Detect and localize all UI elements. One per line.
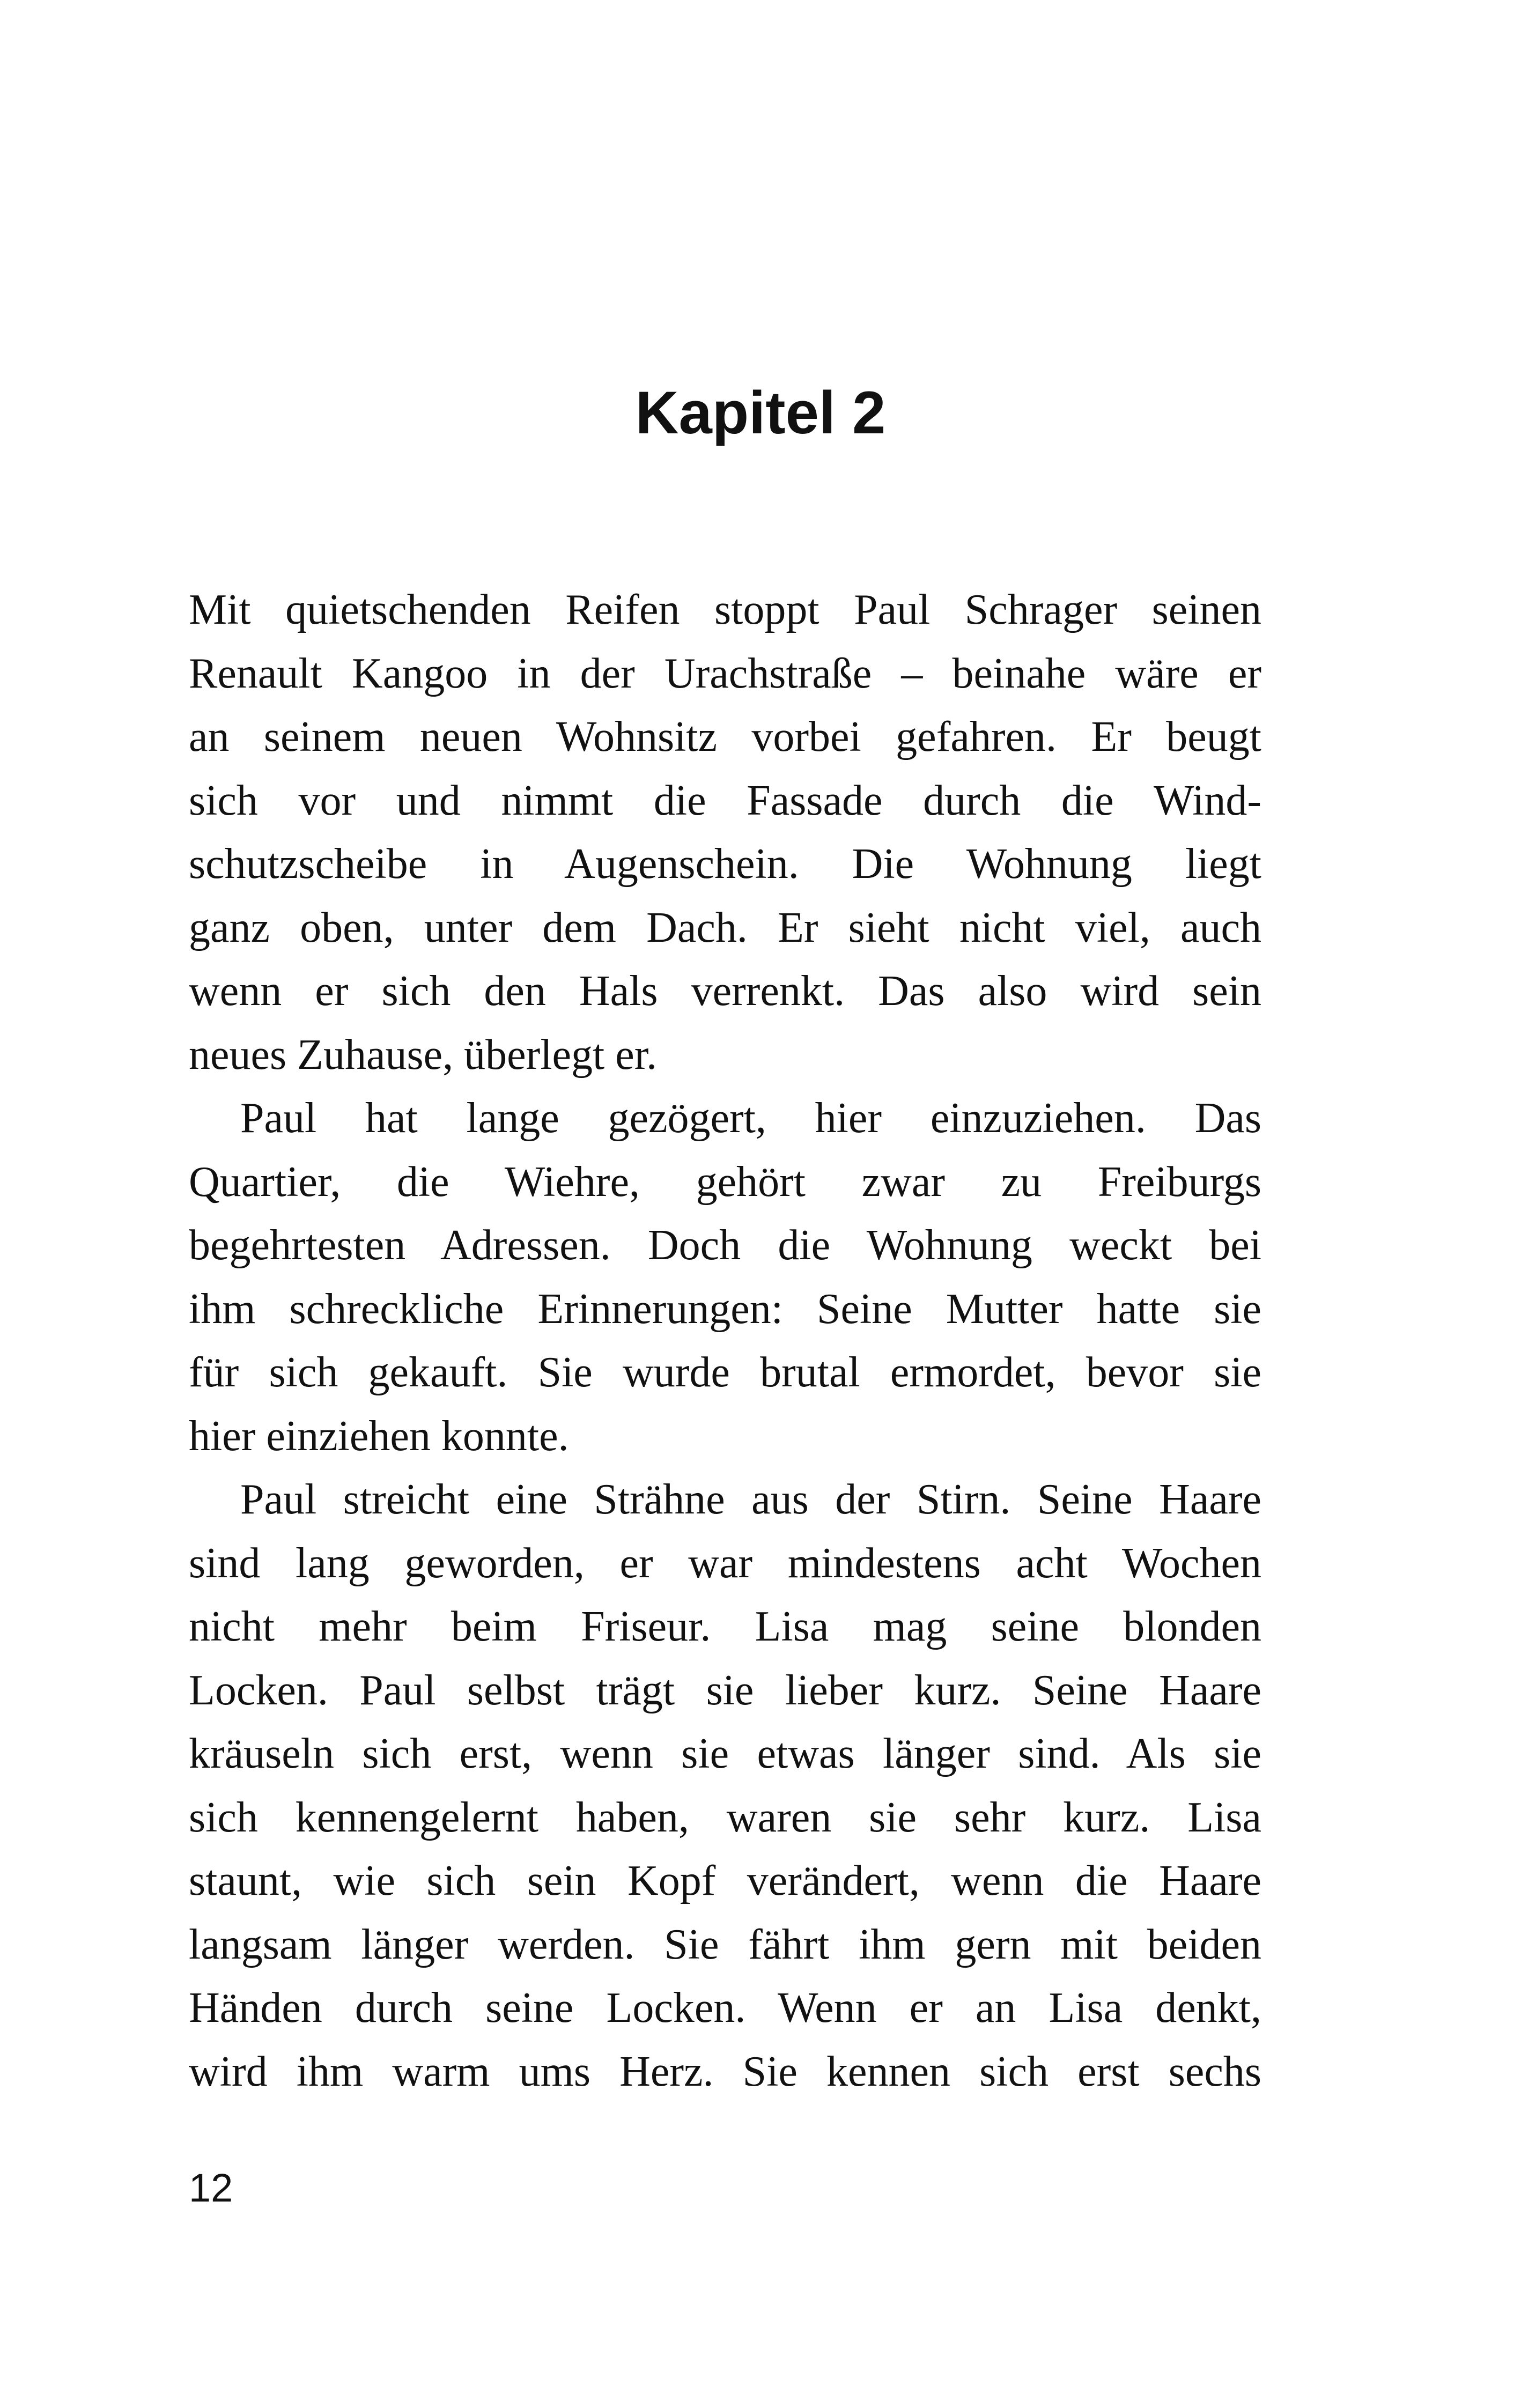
text-line: an seinem neuen Wohnsitz vorbei gefahren. Er beugt — [189, 713, 1261, 760]
text-line: Paul streicht eine Strähne aus der Stirn. Seine Haare — [240, 1476, 1261, 1523]
text-line: sich vor und nimmt die Fassade durch die Wind- — [189, 777, 1261, 824]
text-line: ganz oben, unter dem Dach. Er sieht nicht viel, auch — [189, 904, 1261, 951]
text-line: schutzscheibe in Augenschein. Die Wohnung liegt — [189, 840, 1261, 888]
text-line: sind lang geworden, er war mindestens acht Wochen — [189, 1539, 1261, 1587]
paragraph-2 — [189, 1087, 1261, 1468]
text-line: Renault Kangoo in der Urachstraße – beinahe wäre er — [189, 649, 1261, 697]
text-line: wenn er sich den Hals verrenkt. Das also wird sein — [189, 967, 1261, 1015]
text-line: begehrtesten Adressen. Doch die Wohnung weckt bei — [189, 1222, 1261, 1269]
text-line: nicht mehr beim Friseur. Lisa mag seine blonden — [189, 1603, 1261, 1650]
text-line: Mit quietschenden Reifen stoppt Paul Schrager seinen — [189, 586, 1261, 633]
text-line: langsam länger werden. Sie fährt ihm gern mit beiden — [189, 1921, 1261, 1968]
text-line: Paul hat lange gezögert, hier einzuziehen. Das — [240, 1095, 1261, 1142]
text-line: Händen durch seine Locken. Wenn er an Lisa denkt, — [189, 1984, 1261, 2032]
text-line: ihm schreckliche Erinnerungen: Seine Mutter hatte sie — [189, 1285, 1261, 1333]
chapter-title: Kapitel 2 — [635, 379, 886, 446]
text-line: Quartier, die Wiehre, gehört zwar zu Freiburgs — [189, 1158, 1261, 1206]
text-line: wird ihm warm ums Herz. Sie kennen sich erst sechs — [189, 2048, 1261, 2095]
text-line: Locken. Paul selbst trägt sie lieber kurz. Seine Haare — [189, 1666, 1261, 1714]
text-line: neues Zuhause, überlegt er. — [189, 1031, 658, 1079]
text-line: sich kennengelernt haben, waren sie sehr kurz. Lisa — [189, 1793, 1261, 1841]
body-text — [189, 578, 1261, 2103]
paragraph-3 — [189, 1468, 1261, 2103]
page-number: 12 — [189, 2166, 233, 2210]
text-line: kräuseln sich erst, wenn sie etwas länger sind. Als sie — [189, 1730, 1261, 1777]
text-line: staunt, wie sich sein Kopf verändert, wenn die Haare — [189, 1857, 1261, 1904]
text-line: hier einziehen konnte. — [189, 1412, 569, 1460]
paragraph-1 — [189, 578, 1261, 1087]
text-line: für sich gekauft. Sie wurde brutal ermordet, bevor sie — [189, 1349, 1261, 1396]
